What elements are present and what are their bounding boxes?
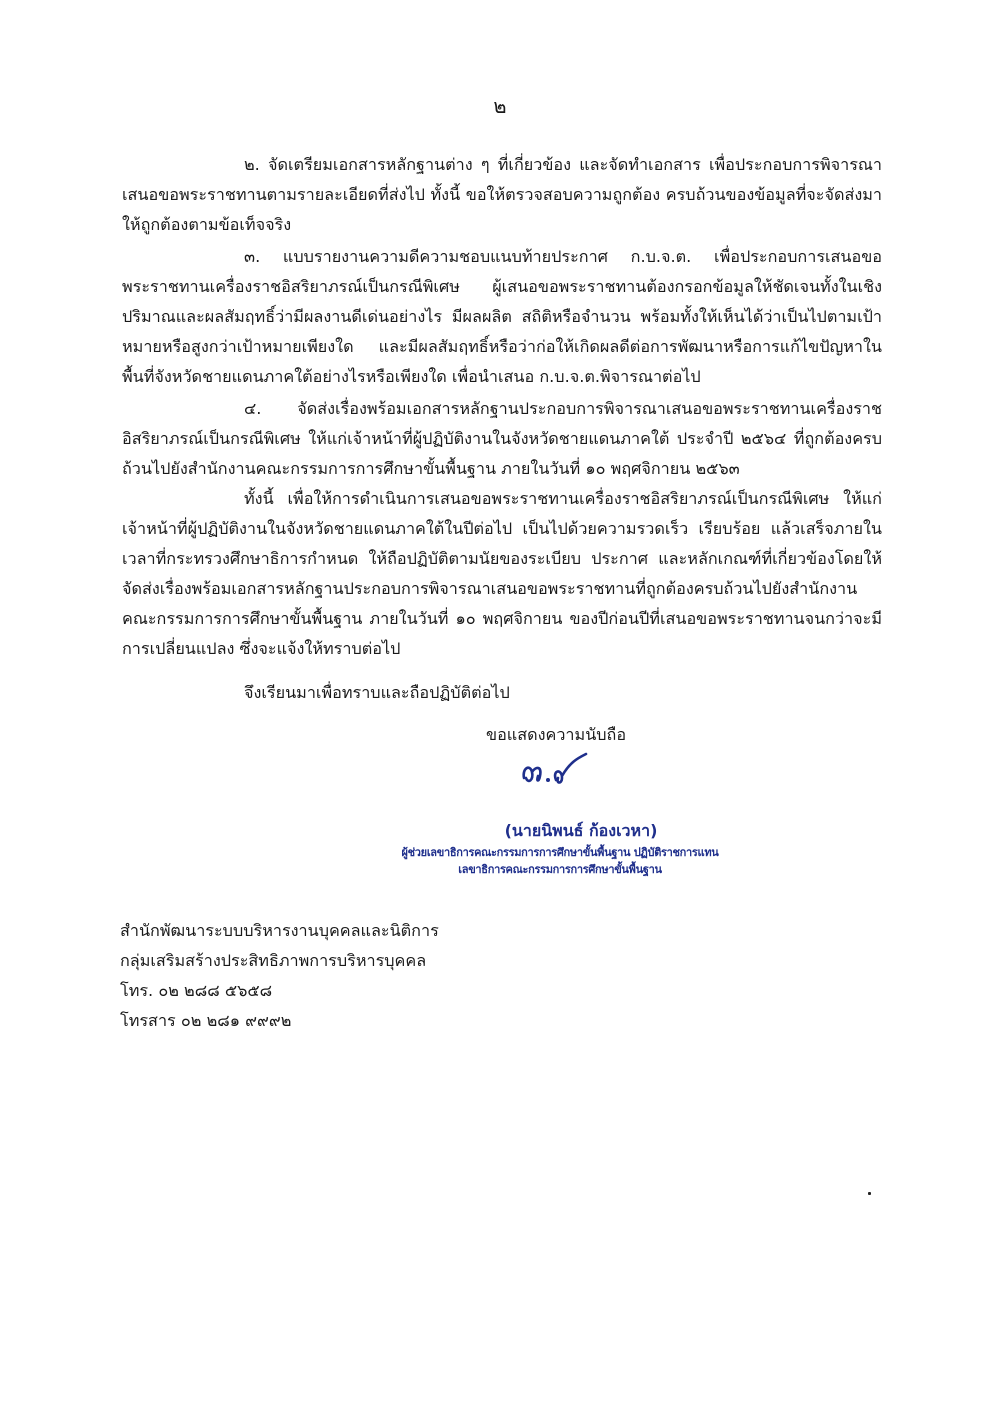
footer-group: กลุ่มเสริมสร้างประสิทธิภาพการบริหารบุคคล <box>120 951 427 970</box>
paragraph-text: ทั้งนี้ เพื่อให้การดำเนินการเสนอขอพระราชทานเครื่องราชอิสริยาภรณ์เป็นกรณีพิเศษ ให้แก่เจ้าหน้าที่ผู้ปฏิบัติงานในจังหวัดชายแดนภาคใต้ในปีต่อไป เป็นไปด้วยความรวดเร็ว เรียบร้อย แล้วเสร็จภายในเวลาที่กระทรวงศึกษาธิการกำหนด ให้ถือปฏิบัติตามนัยของระเบียบ ประกาศ และหลักเกณฑ์ที่เกี่ยวข้องโดยให้จัดส่งเรื่องพร้อมเอกสารหลักฐานประกอบการพิจารณาเสนอขอพระราชทานที่ถูกต้องครบถ้วนไปยังสำนักงานคณะกรรมการการศึกษาขั้นพื้นฐาน ภายในวันที่ ๑๐ พฤศจิกายน ของปีก่อนปีที่เสนอขอพระราชทานจนกว่าจะมีการเปลี่ยนแปลง ซึ่งจะแจ้งให้ทราบต่อไป <box>122 489 882 658</box>
scan-speck <box>868 1192 871 1195</box>
paragraph-text: ๔. จัดส่งเรื่องพร้อมเอกสารหลักฐานประกอบการพิจารณาเสนอขอพระราชทานเครื่องราชอิสริยาภรณ์เป็นกรณีพิเศษ ให้แก่เจ้าหน้าที่ผู้ปฏิบัติงานในจังหวัดชายแดนภาคใต้ ประจำปี ๒๕๖๔ ที่ถูกต้องครบถ้วนไปยังสำนักงานคณะกรรมการการศึกษาขั้นพื้นฐาน ภายในวันที่ ๑๐ พฤศจิกายน ๒๕๖๓ <box>122 399 882 478</box>
footer-fax: โทรสาร ๐๒ ๒๘๑ ๙๙๙๒ <box>120 1011 292 1030</box>
page-number: ๒ <box>493 94 507 118</box>
signer-block <box>360 818 760 878</box>
paragraph-item-4 <box>122 394 882 484</box>
paragraph-item-3 <box>122 242 882 392</box>
footer-office: สำนักพัฒนาระบบบริหารงานบุคคลและนิติการ <box>120 921 439 940</box>
signer-title-line1: ผู้ช่วยเลขาธิการคณะกรรมการการศึกษาขั้นพื้นฐาน ปฏิบัติราชการแทน <box>401 846 719 859</box>
regards-line: ขอแสดงความนับถือ <box>486 725 627 744</box>
paragraph-item-2 <box>122 150 882 240</box>
footer-phone: โทร. ๐๒ ๒๘๘ ๕๖๕๘ <box>120 981 273 1000</box>
handwritten-signature <box>518 752 590 792</box>
closing-line: จึงเรียนมาเพื่อทราบและถือปฏิบัติต่อไป <box>244 683 510 702</box>
paragraph-text: ๒. จัดเตรียมเอกสารหลักฐานต่าง ๆ ที่เกี่ยวข้อง และจัดทำเอกสาร เพื่อประกอบการพิจารณาเสนอขอพระราชทานตามรายละเอียดที่ส่งไป ทั้งนี้ ขอให้ตรวจสอบความถูกต้อง ครบถ้วนของข้อมูลที่จะจัดส่งมาให้ถูกต้องตามข้อเท็จจริง <box>122 155 882 234</box>
paragraph-conclusion <box>122 484 882 664</box>
signer-name: (นายนิพนธ์ ก้องเวหา) <box>504 821 658 840</box>
paragraph-text: ๓. แบบรายงานความดีความชอบแนบท้ายประกาศ ก.บ.จ.ต. เพื่อประกอบการเสนอขอพระราชทานเครื่องราชอิสริยาภรณ์เป็นกรณีพิเศษ ผู้เสนอขอพระราชทานต้องกรอกข้อมูลให้ชัดเจนทั้งในเชิงปริมาณและผลสัมฤทธิ์ว่ามีผลงานดีเด่นอย่างไร มีผลผลิต สถิติหรือจำนวน พร้อมทั้งให้เห็นได้ว่าเป็นไปตามเป้าหมายหรือสูงกว่าเป้าหมายเพียงใด และมีผลสัมฤทธิ์หรือว่าก่อให้เกิดผลดีต่อการพัฒนาหรือการแก้ไขปัญหาในพื้นที่จังหวัดชายแดนภาคใต้อย่างไรหรือเพียงใด เพื่อนำเสนอ ก.บ.จ.ต.พิจารณาต่อไป <box>122 247 882 386</box>
footer-contact <box>120 916 439 1036</box>
signer-title-line2: เลขาธิการคณะกรรมการการศึกษาขั้นพื้นฐาน <box>458 863 662 876</box>
